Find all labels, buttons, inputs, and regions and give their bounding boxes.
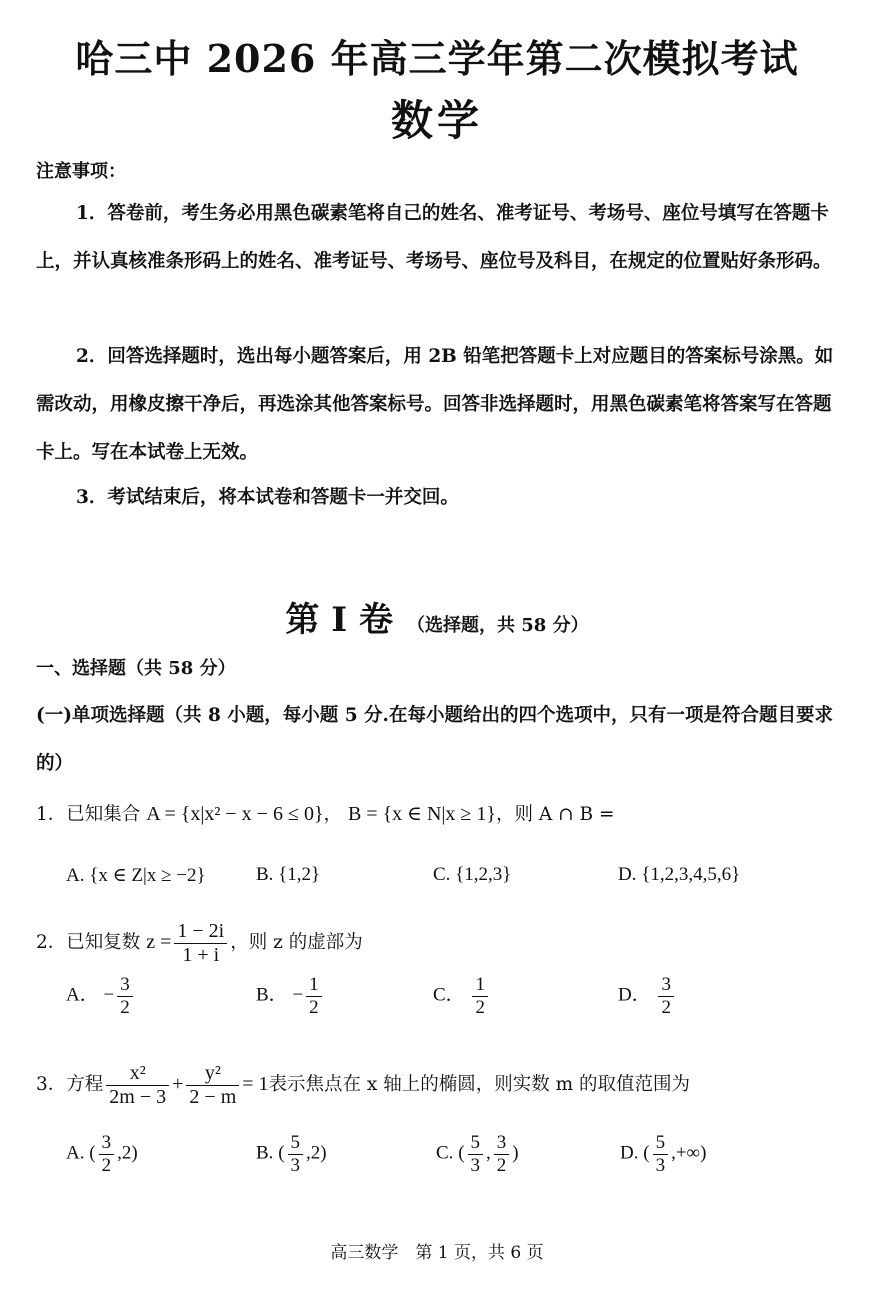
q3-option-c: C. ( $\frac{5}{3}$ , $\frac{3}{2}$ ): [436, 1132, 519, 1176]
q2-option-d: D． $\frac{3}{2}$: [618, 974, 677, 1019]
q1-option-a: A. {x ∈ Z|x ≥ −2}: [66, 865, 206, 886]
exam-title: 哈三中 2026 年高三学年第二次模拟考试: [75, 36, 799, 81]
section-title: [0, 592, 874, 641]
question-2: 2．已知复数 z = $\frac{1 - 2i}{1 + i}$ ，则 z 的虚部为: [36, 919, 363, 966]
sub-heading: (一)单项选择题（共 8 小题，每小题 5 分.在每小题给出的四个选项中，只有一项是符合题目要求的）: [36, 705, 833, 774]
section-subtitle: （选择题，共 58 分）: [406, 615, 589, 636]
q3-fraction-x: $\frac{\text{x²}}{2m - 3}$: [106, 1062, 169, 1109]
q2-option-c: C． $\frac{1}{2}$: [433, 974, 491, 1019]
q3-option-d: D. ( $\frac{5}{3}$ ,+∞): [620, 1132, 707, 1176]
q1-option-c: C. {1,2,3}: [433, 864, 512, 885]
q2-option-b: B． − $\frac{1}{2}$: [256, 974, 325, 1019]
question-1: 1．已知集合 A = {x|x² − x − 6 ≤ 0}， B = {x ∈ N|x ≥ 1}，则 A ∩ B =: [36, 803, 615, 825]
set-b: B = {x ∈ N|x ≥ 1}: [347, 803, 496, 825]
q3-option-a: A. ( $\frac{3}{2}$ ,2): [66, 1132, 138, 1176]
part-heading: 一、选择题（共 58 分）: [36, 658, 236, 679]
page-footer: 高三数学 第 1 页，共 6 页: [330, 1243, 544, 1263]
q3-option-b: B. ( $\frac{5}{3}$ ,2): [256, 1132, 327, 1176]
q3-fraction-y: $\frac{\text{y²}}{2 - m}$: [186, 1062, 239, 1109]
q2-fraction: $\frac{1 - 2i}{1 + i}$: [174, 920, 227, 967]
q1-option-b: B. {1,2}: [256, 864, 321, 885]
q1-option-d: D. {1,2,3,4,5,6}: [618, 864, 741, 885]
notice-item-3: 3．考试结束后，将本试卷和答题卡一并交回。: [76, 487, 459, 508]
q2-option-a: A． − $\frac{3}{2}$: [66, 974, 136, 1019]
set-a: A = {x|x² − x − 6 ≤ 0}: [146, 803, 324, 825]
subject-title: 数学: [390, 96, 483, 145]
section-title-main: 第 I 卷: [285, 600, 393, 640]
notice-item-2: 2．回答选择题时，选出每小题答案后，用 2B 铅笔把答题卡上对应题目的答案标号涂黑。如需改动，用橡皮擦干净后，再选涂其他答案标号。回答非选择题时，用黑色碳素笔将答案写在答题卡上。写在本试卷上无效。: [36, 346, 834, 463]
question-3: 3．方程 $\frac{\text{x²}}{2m - 3}$ + $\frac{\text{y²}}{2 - m}$ = 1表示焦点在 x 轴上的椭圆，则实数 m 的取值范围为: [36, 1061, 691, 1108]
notice-item-1: 1．答卷前，考生务必用黑色碳素笔将自己的姓名、准考证号、考场号、座位号填写在答题卡上，并认真核准条形码上的姓名、准考证号、考场号、座位号及科目，在规定的位置贴好条形码。: [36, 203, 832, 272]
notice-heading: 注意事项：: [36, 161, 126, 182]
